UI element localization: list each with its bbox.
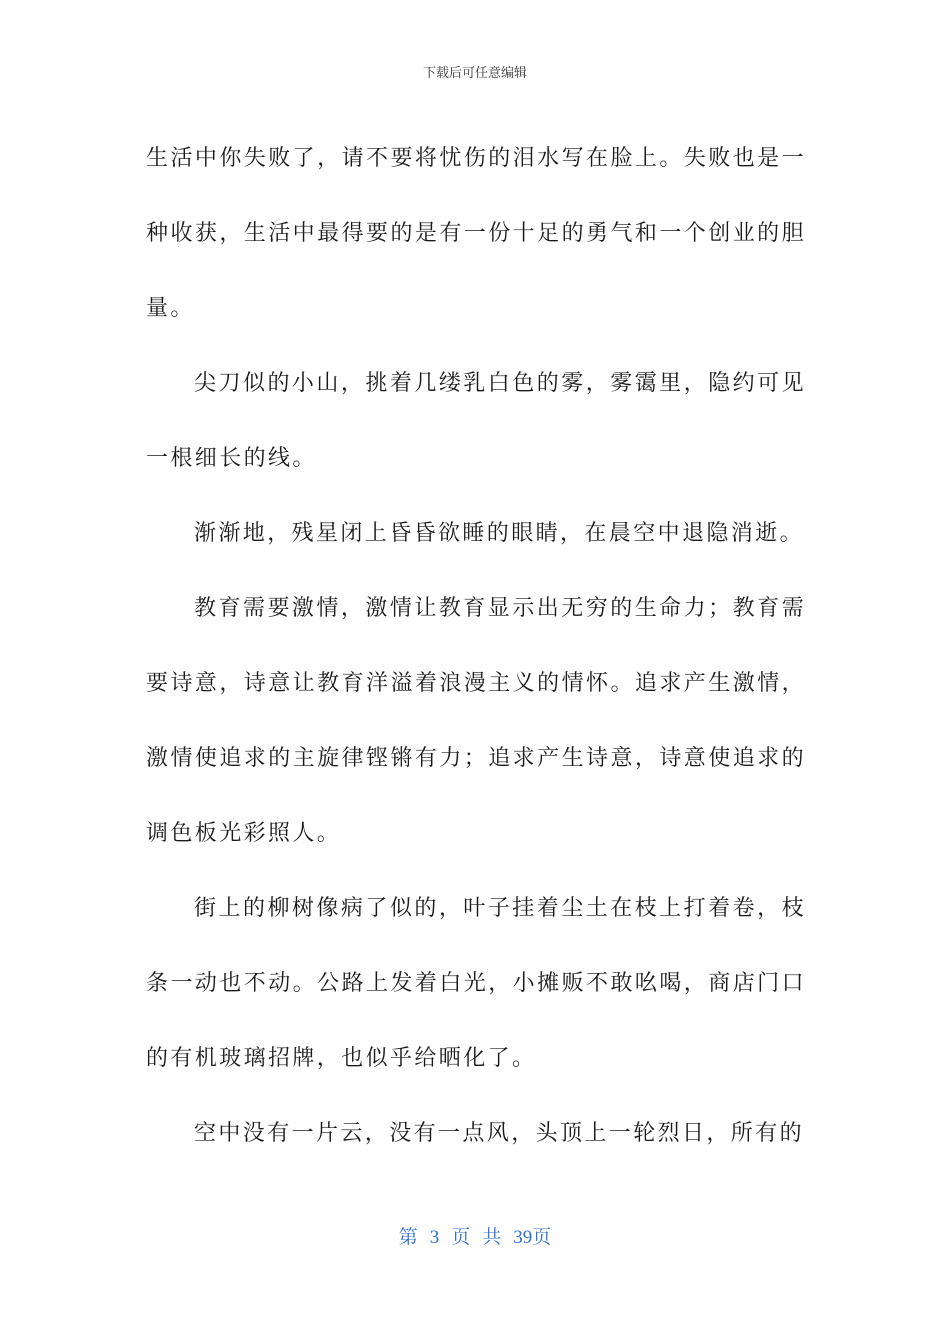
page-footer [0,1226,950,1250]
footer-label-page-unit: 页 [451,1227,471,1248]
paragraph-1: 生活中你失败了，请不要将忧伤的泪水写在脸上。失败也是一种收获，生活中最得要的是有一份十足的勇气和一个创业的胆量。 [146,146,806,321]
footer-current-page: 3 [429,1227,440,1248]
paragraph-4: 教育需要激情，激情让教育显示出无穷的生命力；教育需要诗意，诗意让教育洋溢着浪漫主义的情怀。追求产生激情，激情使追求的主旋律铿锵有力；追求产生诗意，诗意使追求的调色板光彩照人。 [146,596,806,846]
page-header [0,66,950,82]
document-body [146,121,806,1171]
paragraph-6: 空中没有一片云，没有一点风，头顶上一轮烈日，所有的 [194,1121,805,1146]
paragraph-3: 渐渐地，残星闭上昏昏欲睡的眼睛，在晨空中退隐消逝。 [194,521,805,546]
footer-total-pages: 39页 [513,1227,552,1248]
footer-label-page: 第 [398,1227,418,1248]
paragraph-2: 尖刀似的小山，挑着几缕乳白色的雾，雾霭里，隐约可见一根细长的线。 [146,371,806,471]
footer-label-total: 共 [482,1227,502,1248]
header-text: 下载后可任意编辑 [422,66,527,81]
paragraph-5: 街上的柳树像病了似的，叶子挂着尘土在枝上打着卷，枝条一动也不动。公路上发着白光，小摊贩不敢吆喝，商店门口的有机玻璃招牌，也似乎给晒化了。 [146,896,806,1071]
